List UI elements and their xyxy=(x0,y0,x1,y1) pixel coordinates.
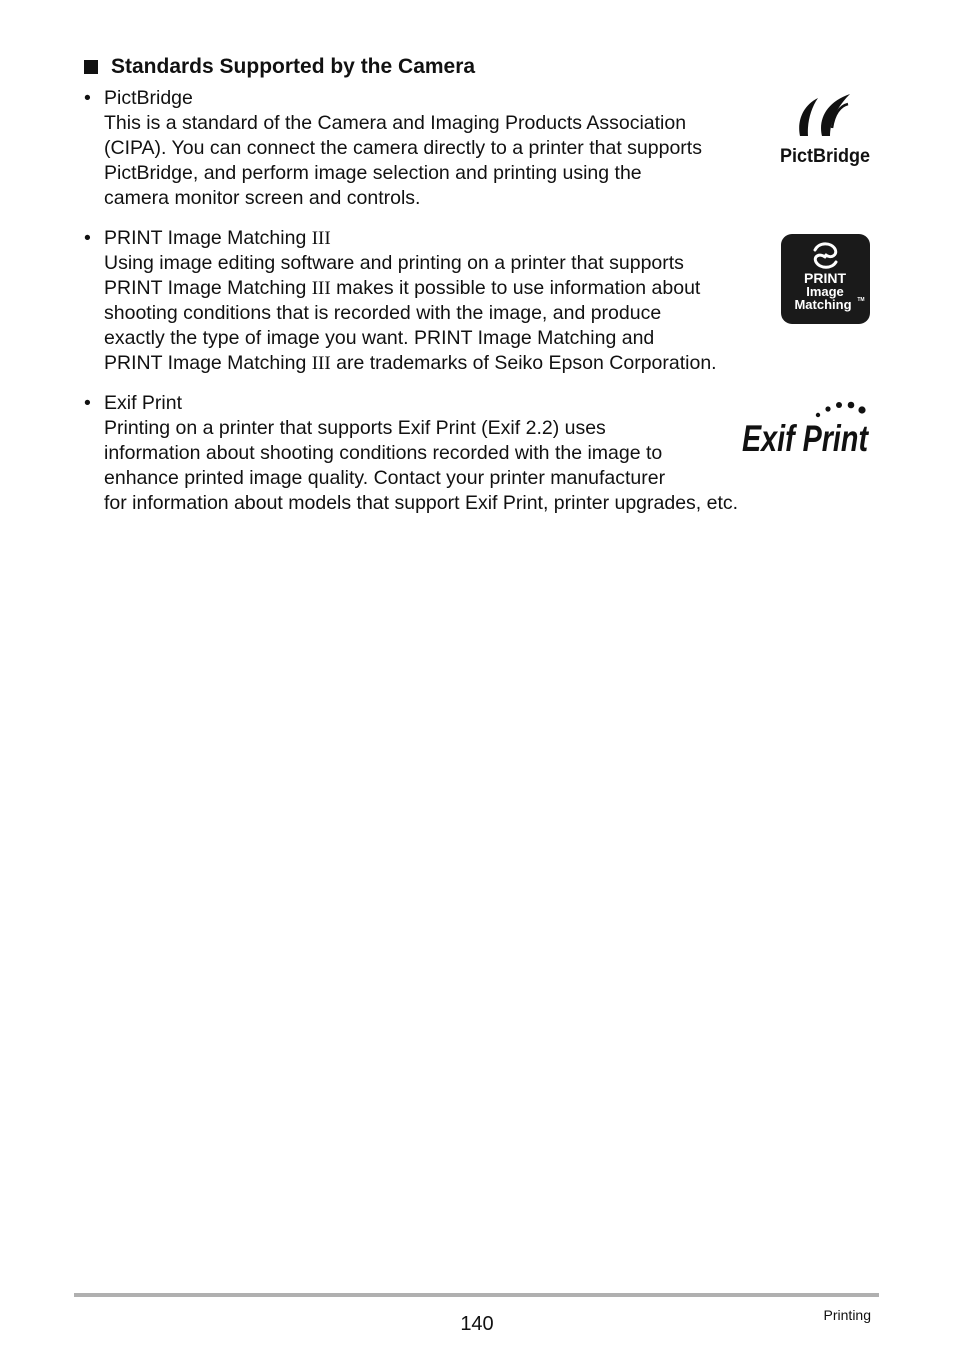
exif-print-logo xyxy=(740,398,870,459)
item-text-line: enhance printed image quality. Contact your printer manufacturer xyxy=(104,467,666,489)
item-text-line: This is a standard of the Camera and Imaging Products Association xyxy=(104,112,687,134)
item-text-line: PRINT Image Matching III are trademarks of Seiko Epson Corporation. xyxy=(104,352,717,374)
list-item-print-image-matching xyxy=(84,226,717,376)
section-title: Standards Supported by the Camera xyxy=(111,55,476,78)
page-number: 140 xyxy=(460,1313,494,1335)
pictbridge-logo xyxy=(778,92,872,170)
item-text-line: (CIPA). You can connect the camera directly to a printer that supports xyxy=(104,137,702,159)
exif-print-mark-icon xyxy=(740,398,870,459)
section-heading xyxy=(84,53,475,81)
item-text-line: PictBridge, and perform image selection and printing using the xyxy=(104,162,642,184)
list-item-exif-print xyxy=(84,391,738,516)
item-text-line: exactly the type of image you want. PRINT Image Matching and xyxy=(104,327,655,349)
bullet: • xyxy=(84,227,91,249)
square-marker-icon xyxy=(84,60,98,74)
pictbridge-logo-text: PictBridge xyxy=(780,146,870,167)
exif-print-logo-text: Exif Print xyxy=(742,418,870,459)
list-item-pictbridge xyxy=(84,86,702,211)
item-text-line: Printing on a printer that supports Exif Print (Exif 2.2) uses xyxy=(104,417,606,439)
item-title: PRINT Image Matching III xyxy=(104,227,331,249)
item-title: Exif Print xyxy=(104,392,183,414)
item-text-line: for information about models that support Exif Print, printer upgrades, etc. xyxy=(104,492,739,514)
item-text-line: information about shooting conditions recorded with the image to xyxy=(104,442,663,464)
item-text-line: shooting conditions that is recorded with the image, and produce xyxy=(104,302,662,324)
logo-line: PRINT xyxy=(804,270,846,286)
item-title: PictBridge xyxy=(104,87,193,109)
bullet: • xyxy=(84,392,91,414)
item-text-line: PRINT Image Matching III makes it possible to use information about xyxy=(104,277,701,299)
item-text-line: Using image editing software and printing on a printer that supports xyxy=(104,252,684,274)
pictbridge-mark-icon xyxy=(778,92,872,170)
footer-divider xyxy=(74,1293,879,1297)
logo-line: Image xyxy=(806,284,844,299)
trademark-mark: TM xyxy=(857,297,865,303)
footer-section-name: Printing xyxy=(823,1307,871,1323)
bullet: • xyxy=(84,87,91,109)
logo-line: Matching xyxy=(794,297,852,312)
print-image-matching-logo xyxy=(781,234,870,324)
print-image-matching-badge-icon xyxy=(781,234,870,324)
item-text-line: camera monitor screen and controls. xyxy=(104,187,421,209)
